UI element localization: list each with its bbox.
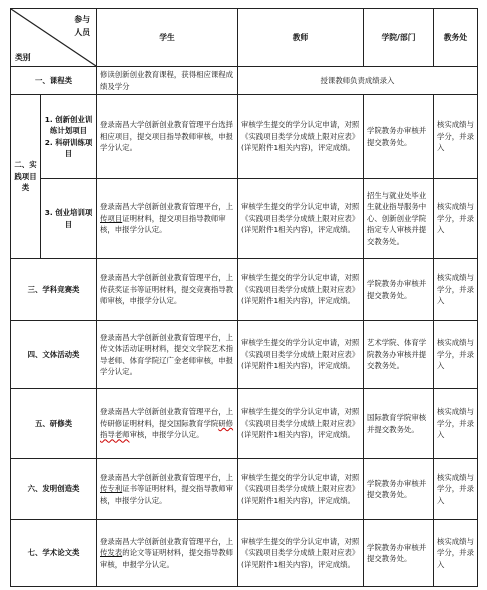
category-academic-paper: 七、学术论文类 (11, 520, 97, 587)
credit-process-table (10, 8, 478, 587)
cell-teacher: 审核学生提交的学分认定申请，对照《实践项目类学分成绩上限对应表》(详见附件1相关内容)，评定成绩。 (238, 520, 364, 587)
cell-teacher: 审核学生提交的学分认定申请，对照《实践项目类学分成绩上限对应表》(详见附件1相关内容)，评定成绩。 (238, 259, 364, 321)
cell-academic: 核实成绩与学分，并录入 (434, 389, 478, 459)
cell-student: 登录南昌大学创新创业教育管理平台，上传研修证明材料，提交国际教育学院研修指导老师审核，申报学分认定。 (97, 389, 238, 459)
table-row (11, 259, 478, 321)
cell-dept: 艺术学院、体育学院教务办审核并提交教务处。 (364, 321, 434, 389)
corner-category-label: 类别 (15, 52, 31, 62)
cell-student: 登录南昌大学创新创业教育管理平台，上传专利证书等证明材料，提交指导教师审核，申报学分认定。 (97, 459, 238, 520)
cell-student: 登录南昌大学创新创业教育管理平台选择相应项目，提交项目指导教师审核，申报学分认定。 (97, 95, 238, 179)
subcategory-startup-training: 3. 创业培训项目 (41, 179, 97, 259)
header-academic-affairs: 教务处 (434, 9, 478, 67)
header-student: 学生 (97, 9, 238, 67)
cell-academic: 核实成绩与学分，并录入 (434, 95, 478, 179)
cell-academic: 核实成绩与学分，并录入 (434, 321, 478, 389)
cell-teacher: 审核学生提交的学分认定申请，对照《实践项目类学分成绩上限对应表》(详见附件1相关内容)，评定成绩。 (238, 95, 364, 179)
cell-student: 修读创新创业教育课程，获得相应课程成绩及学分 (97, 67, 238, 95)
corner-participants-label: 参与 人员 (74, 15, 90, 37)
cell-academic: 核实成绩与学分，并录入 (434, 179, 478, 259)
table-row (11, 95, 478, 179)
table-row (11, 459, 478, 520)
table-row (11, 179, 478, 259)
category-course: 一、课程类 (11, 67, 97, 95)
table-row (11, 321, 478, 389)
cell-dept: 学院教务办审核并提交教务处。 (364, 459, 434, 520)
cell-academic: 核实成绩与学分，并录入 (434, 259, 478, 321)
category-study-program: 五、研修类 (11, 389, 97, 459)
cell-teacher: 审核学生提交的学分认定申请，对照《实践项目类学分成绩上限对应表》(详见附件1相关内容)，评定成绩。 (238, 179, 364, 259)
category-competition: 三、学科竞赛类 (11, 259, 97, 321)
cell-student: 登录南昌大学创新创业教育管理平台，上传发表的论文等证明材料，提交指导教师审核，申报学分认定。 (97, 520, 238, 587)
table-row (11, 67, 478, 95)
cell-student: 登录南昌大学创新创业教育管理平台，上传文体活动证明材料，提交文学院艺术指导老师、体育学院辽广金老师审核，申报学分认定。 (97, 321, 238, 389)
table-header-row (11, 9, 478, 67)
header-teacher: 教师 (238, 9, 364, 67)
subcategory-innovation-training: 1. 创新创业训练计划项目 2. 科研训练项目 (41, 95, 97, 179)
corner-cell (11, 9, 97, 67)
cell-teacher: 审核学生提交的学分认定申请，对照《实践项目类学分成绩上限对应表》(详见附件1相关内容)，评定成绩。 (238, 459, 364, 520)
cell-dept: 学院教务办审核并提交教务处。 (364, 520, 434, 587)
cell-teacher: 审核学生提交的学分认定申请，对照《实践项目类学分成绩上限对应表》(详见附件1相关内容)，评定成绩。 (238, 389, 364, 459)
cell-student: 登录南昌大学创新创业教育管理平台，上传项目证明材料，提交项目指导教师审核，申报学分认定。 (97, 179, 238, 259)
table-row (11, 389, 478, 459)
header-dept: 学院/部门 (364, 9, 434, 67)
category-invention: 六、发明创造类 (11, 459, 97, 520)
cell-dept: 学院教务办审核并提交教务处。 (364, 259, 434, 321)
table-row (11, 520, 478, 587)
cell-dept: 招生与就业处毕业生就业指导服务中心、创新创业学院指定专人审核并提交教务处。 (364, 179, 434, 259)
cell-student: 登录南昌大学创新创业教育管理平台，上传获奖证书等证明材料，提交竞赛指导教师审核，申报学分认定。 (97, 259, 238, 321)
cell-dept: 国际教育学院审核并提交教务处。 (364, 389, 434, 459)
cell-dept: 学院教务办审核并提交教务处。 (364, 95, 434, 179)
category-practice-project: 二、实践项目类 (11, 95, 41, 259)
cell-teacher: 审核学生提交的学分认定申请，对照《实践项目类学分成绩上限对应表》(详见附件1相关内容)，评定成绩。 (238, 321, 364, 389)
cell-academic: 核实成绩与学分，并录入 (434, 459, 478, 520)
cell-academic: 核实成绩与学分，并录入 (434, 520, 478, 587)
cell-teacher: 授课教师负责成绩录入 (238, 67, 478, 95)
category-arts-sports: 四、文体活动类 (11, 321, 97, 389)
